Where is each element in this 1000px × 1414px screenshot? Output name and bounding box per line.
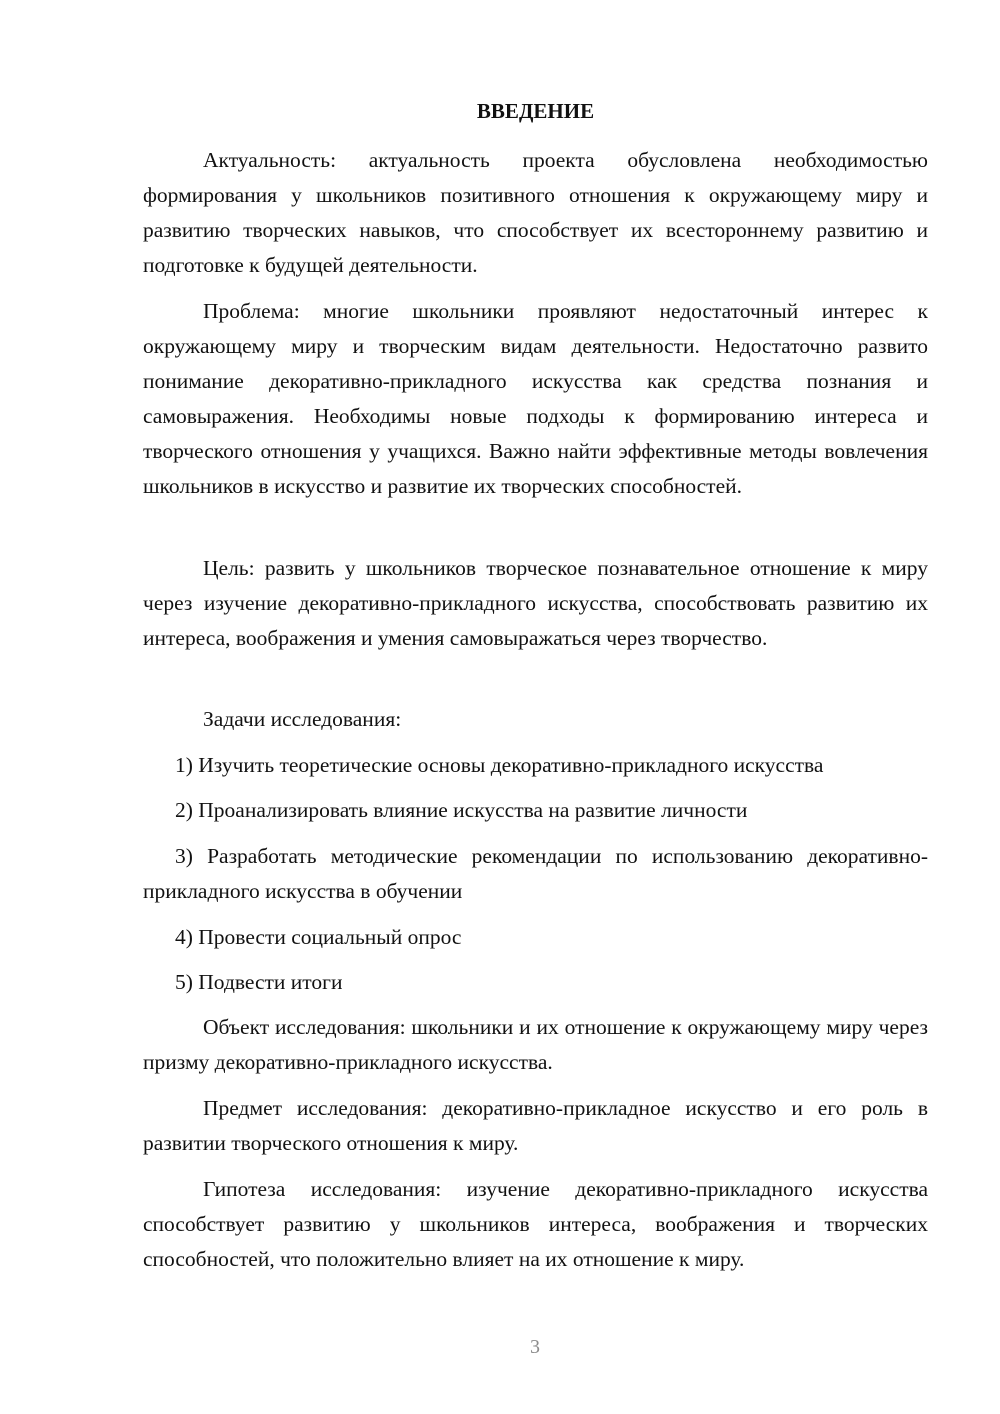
paragraph-goal: Цель: развить у школьников творческое познавательное отношение к миру через изучение декоративно-прикладного искусства, способствовать развитию их интереса, воображения и умения самовыражаться через творчество. [143,556,928,650]
task-item-2: 2) Проанализировать влияние искусства на развитие личности [175,798,748,822]
task-item-3: 3) Разработать методические рекомендации по использованию декоративно-прикладного искусства в обучении [143,844,928,903]
task-item-5: 5) Подвести итоги [175,970,343,994]
paragraph-relevance: Актуальность: актуальность проекта обусловлена необходимостью формирования у школьников позитивного отношения к окружающему миру и развитию творческих навыков, что способствует их всестороннему развитию и подготовке к будущей деятельности. [143,148,928,277]
paragraph-hypothesis: Гипотеза исследования: изучение декоративно-прикладного искусства способствует развитию у школьников интереса, воображения и творческих способностей, что положительно влияет на их отношение к миру. [143,1177,928,1271]
tasks-title: Задачи исследования: [203,707,402,731]
page-number: 3 [530,1336,540,1358]
paragraph-subject: Предмет исследования: декоративно-прикладное искусство и его роль в развитии творческого отношения к миру. [143,1096,928,1155]
paragraph-problem: Проблема: многие школьники проявляют недостаточный интерес к окружающему миру и творческим видам деятельности. Недостаточно развито понимание декоративно-прикладного искусства как средства познания и самовыражения. Необходимы новые подходы к формированию интереса и творческого отношения у учащихся. Важно найти эффективные методы вовлечения школьников в искусство и развитие их творческих способностей. [143,299,928,498]
task-item-1: 1) Изучить теоретические основы декоративно-прикладного искусства [175,753,824,777]
section-heading: ВВЕДЕНИЕ [476,99,595,123]
task-item-4: 4) Провести социальный опрос [175,925,462,949]
paragraph-object: Объект исследования: школьники и их отношение к окружающему миру через призму декоративно-прикладного искусства. [143,1015,928,1074]
